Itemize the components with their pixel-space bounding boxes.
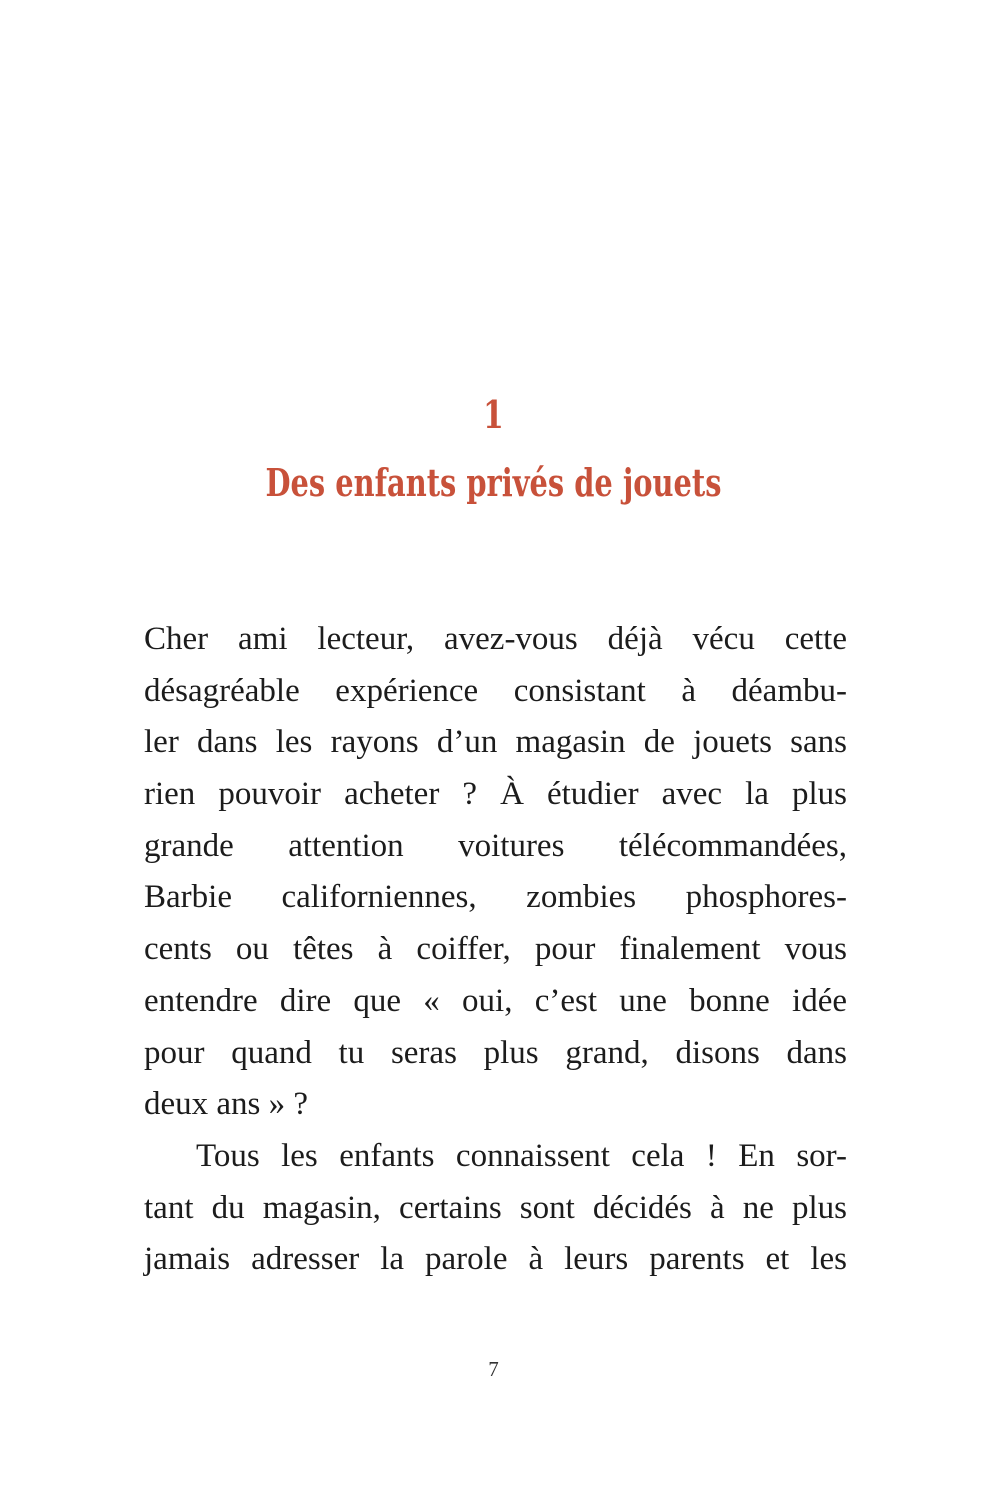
text-line: rien pouvoir acheter ? À étudier avec la plus	[144, 776, 847, 813]
text-line: deux ans » ?	[144, 1086, 309, 1123]
text-line: Barbie californiennes, zombies phosphores-	[144, 879, 847, 916]
text-line: cents ou têtes à coiffer, pour finalement vous	[144, 931, 847, 968]
text-line: jamais adresser la parole à leurs parents et les	[144, 1241, 847, 1278]
text-line: entendre dire que « oui, c’est une bonne idée	[144, 982, 847, 1019]
text-line: ler dans les rayons d’un magasin de jouets sans	[144, 724, 847, 761]
text-line: grande attention voitures télécommandées,	[144, 827, 847, 864]
text-line: tant du magasin, certains sont décidés à ne plus	[144, 1189, 847, 1226]
chapter-title: Des enfants privés de jouets	[265, 460, 722, 505]
page-number: 7	[488, 1357, 499, 1381]
text-line: Tous les enfants connaissent cela ! En sor-	[196, 1137, 847, 1174]
chapter-number: 1	[483, 392, 504, 437]
text-line: désagréable expérience consistant à déambu-	[144, 672, 847, 709]
text-line: Cher ami lecteur, avez-vous déjà vécu cette	[144, 621, 847, 657]
text-line: pour quand tu seras plus grand, disons dans	[144, 1034, 847, 1071]
body-text	[144, 614, 847, 1286]
